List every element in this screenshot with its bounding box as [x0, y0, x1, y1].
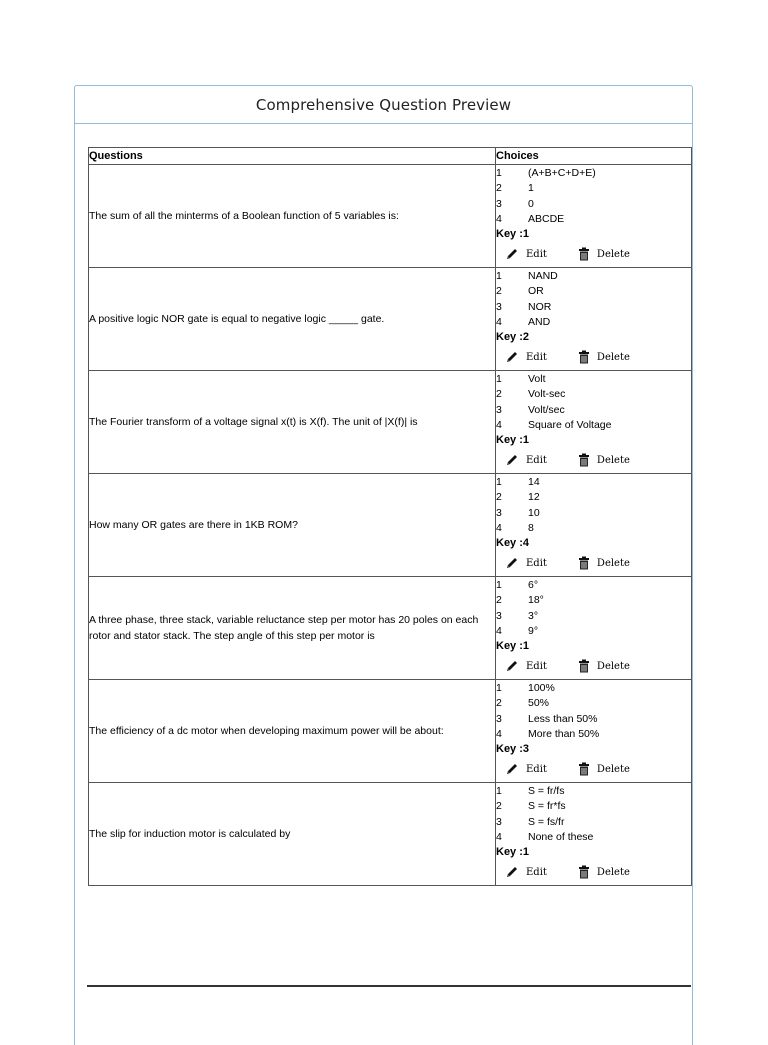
choice-text: More than 50% — [528, 727, 600, 740]
edit-button[interactable] — [496, 350, 547, 364]
choices-cell — [496, 680, 692, 783]
choice-number: 3 — [496, 300, 502, 313]
choice-number: 2 — [496, 594, 502, 607]
delete-button[interactable] — [569, 350, 630, 364]
choice-number: 4 — [496, 624, 502, 637]
answer-key: Key :2 — [496, 330, 530, 343]
edit-button[interactable] — [496, 453, 547, 467]
row-actions — [496, 861, 691, 884]
choice-number: 3 — [496, 197, 502, 210]
choice-number: 4 — [496, 315, 502, 328]
choice-text: 6° — [528, 579, 539, 592]
choice-number: 3 — [496, 815, 502, 828]
panel-title: Comprehensive Question Preview — [75, 86, 692, 124]
choice-item — [496, 727, 691, 742]
delete-button[interactable] — [569, 659, 630, 673]
answer-key: Key :1 — [496, 227, 530, 240]
pencil-icon — [505, 762, 519, 776]
answer-key: Key :4 — [496, 536, 530, 549]
edit-button[interactable] — [496, 556, 547, 570]
edit-button[interactable] — [496, 865, 547, 879]
choice-item — [496, 784, 691, 799]
pencil-icon — [505, 247, 519, 261]
choice-text: ABCDE — [528, 212, 565, 225]
questions-body — [89, 165, 692, 886]
delete-label: Delete — [596, 763, 630, 775]
choice-number: 4 — [496, 212, 502, 225]
choice-text: Square of Voltage — [528, 418, 612, 431]
choices-cell — [496, 577, 692, 680]
question-text: The sum of all the minterms of a Boolean function of 5 variables is: — [89, 165, 496, 268]
choice-text: 100% — [528, 682, 555, 695]
choice-number: 3 — [496, 712, 502, 725]
row-actions — [496, 243, 691, 266]
choice-number: 2 — [496, 800, 502, 813]
choice-number: 2 — [496, 388, 502, 401]
choice-text: NAND — [528, 270, 558, 283]
table-header-row — [89, 148, 692, 165]
delete-label: Delete — [596, 660, 630, 672]
choice-item — [496, 578, 691, 593]
choices-header: Choices — [496, 148, 692, 165]
choice-text: S = fs/fr — [528, 815, 565, 828]
delete-label: Delete — [596, 866, 630, 878]
choice-number: 2 — [496, 697, 502, 710]
choice-number: 3 — [496, 609, 502, 622]
delete-label: Delete — [596, 557, 630, 569]
choice-number: 1 — [496, 476, 502, 489]
choice-item — [496, 593, 691, 608]
choice-item — [496, 681, 691, 696]
choice-item — [496, 212, 691, 227]
delete-button[interactable] — [569, 453, 630, 467]
edit-label: Edit — [526, 763, 547, 775]
choice-text: 8 — [528, 521, 534, 534]
table-row — [89, 371, 692, 474]
edit-label: Edit — [526, 351, 547, 363]
choices-cell — [496, 474, 692, 577]
choice-item — [496, 315, 691, 330]
row-actions — [496, 758, 691, 781]
choice-text: 18° — [528, 594, 544, 607]
choice-item — [496, 300, 691, 315]
choice-item — [496, 712, 691, 727]
answer-key: Key :1 — [496, 845, 530, 858]
choice-text: 9° — [528, 624, 539, 637]
choice-number: 1 — [496, 579, 502, 592]
choice-text: 14 — [528, 476, 540, 489]
delete-button[interactable] — [569, 865, 630, 879]
pencil-icon — [505, 865, 519, 879]
table-row — [89, 165, 692, 268]
edit-label: Edit — [526, 248, 547, 260]
delete-button[interactable] — [569, 762, 630, 776]
table-row — [89, 577, 692, 680]
choice-item — [496, 521, 691, 536]
choice-list — [496, 578, 691, 639]
choice-item — [496, 506, 691, 521]
delete-button[interactable] — [569, 556, 630, 570]
table-row — [89, 474, 692, 577]
edit-button[interactable] — [496, 762, 547, 776]
trash-icon — [578, 762, 590, 776]
row-actions — [496, 655, 691, 678]
question-text: How many OR gates are there in 1KB ROM? — [89, 474, 496, 577]
trash-icon — [578, 865, 590, 879]
choice-number: 2 — [496, 285, 502, 298]
delete-button[interactable] — [569, 247, 630, 261]
choice-item — [496, 269, 691, 284]
row-actions — [496, 346, 691, 369]
pencil-icon — [505, 659, 519, 673]
question-text: The slip for induction motor is calculated by — [89, 783, 496, 886]
choice-number: 3 — [496, 403, 502, 416]
edit-label: Edit — [526, 866, 547, 878]
choice-number: 1 — [496, 270, 502, 283]
choice-list — [496, 269, 691, 330]
choice-item — [496, 284, 691, 299]
table-row — [89, 680, 692, 783]
choice-item — [496, 799, 691, 814]
choice-item — [496, 815, 691, 830]
choice-text: (A+B+C+D+E) — [528, 167, 596, 180]
question-text: The Fourier transform of a voltage signal x(t) is X(f). The unit of |X(f)| is — [89, 371, 496, 474]
choice-text: Volt-sec — [528, 388, 566, 401]
choice-item — [496, 609, 691, 624]
choices-cell — [496, 268, 692, 371]
edit-button[interactable] — [496, 247, 547, 261]
edit-label: Edit — [526, 557, 547, 569]
footer-divider — [87, 985, 691, 987]
choice-text: S = fr*fs — [528, 800, 566, 813]
choice-text: 1 — [528, 182, 534, 195]
choice-number: 1 — [496, 167, 502, 180]
answer-key: Key :3 — [496, 742, 530, 755]
choice-number: 4 — [496, 521, 502, 534]
choices-cell — [496, 165, 692, 268]
choice-text: Less than 50% — [528, 712, 598, 725]
choice-number: 2 — [496, 491, 502, 504]
choice-number: 1 — [496, 785, 502, 798]
question-text: The efficiency of a dc motor when developing maximum power will be about: — [89, 680, 496, 783]
choice-text: AND — [528, 315, 551, 328]
choice-text: S = fr/fs — [528, 785, 565, 798]
delete-label: Delete — [596, 248, 630, 260]
questions-table — [88, 147, 692, 886]
pencil-icon — [505, 453, 519, 467]
choice-item — [496, 696, 691, 711]
choice-item — [496, 490, 691, 505]
choice-list — [496, 166, 691, 227]
table-row — [89, 783, 692, 886]
choice-text: NOR — [528, 300, 552, 313]
questions-header: Questions — [89, 148, 496, 165]
choice-text: 50% — [528, 697, 550, 710]
choice-text: None of these — [528, 830, 594, 843]
pencil-icon — [505, 556, 519, 570]
choice-item — [496, 830, 691, 845]
trash-icon — [578, 556, 590, 570]
choices-cell — [496, 371, 692, 474]
table-row — [89, 268, 692, 371]
choice-text: OR — [528, 285, 544, 298]
choice-number: 3 — [496, 506, 502, 519]
choice-number: 4 — [496, 418, 502, 431]
choice-text: Volt — [528, 373, 546, 386]
choice-list — [496, 784, 691, 845]
choice-number: 1 — [496, 373, 502, 386]
choices-cell — [496, 783, 692, 886]
choice-text: 10 — [528, 506, 540, 519]
pencil-icon — [505, 350, 519, 364]
choice-number: 2 — [496, 182, 502, 195]
trash-icon — [578, 453, 590, 467]
choice-text: 0 — [528, 197, 534, 210]
edit-button[interactable] — [496, 659, 547, 673]
choice-item — [496, 372, 691, 387]
choice-text: 3° — [528, 609, 539, 622]
choice-number: 4 — [496, 830, 502, 843]
choice-number: 1 — [496, 682, 502, 695]
question-preview-panel — [74, 85, 693, 1045]
choice-text: 12 — [528, 491, 540, 504]
choice-item — [496, 624, 691, 639]
answer-key: Key :1 — [496, 433, 530, 446]
choice-item — [496, 403, 691, 418]
choice-item — [496, 418, 691, 433]
choice-item — [496, 475, 691, 490]
choice-item — [496, 181, 691, 196]
choice-item — [496, 197, 691, 212]
edit-label: Edit — [526, 454, 547, 466]
choice-text: Volt/sec — [528, 403, 565, 416]
delete-label: Delete — [596, 454, 630, 466]
choice-list — [496, 475, 691, 536]
trash-icon — [578, 247, 590, 261]
choice-item — [496, 166, 691, 181]
row-actions — [496, 552, 691, 575]
choice-list — [496, 372, 691, 433]
choice-list — [496, 681, 691, 742]
question-text: A three phase, three stack, variable reluctance step per motor has 20 poles on each rotor and stator stack. The step angle of this step per motor is — [89, 577, 496, 680]
trash-icon — [578, 350, 590, 364]
question-text: A positive logic NOR gate is equal to negative logic _____ gate. — [89, 268, 496, 371]
choice-number: 4 — [496, 727, 502, 740]
edit-label: Edit — [526, 660, 547, 672]
delete-label: Delete — [596, 351, 630, 363]
answer-key: Key :1 — [496, 639, 530, 652]
choice-item — [496, 387, 691, 402]
trash-icon — [578, 659, 590, 673]
row-actions — [496, 449, 691, 472]
